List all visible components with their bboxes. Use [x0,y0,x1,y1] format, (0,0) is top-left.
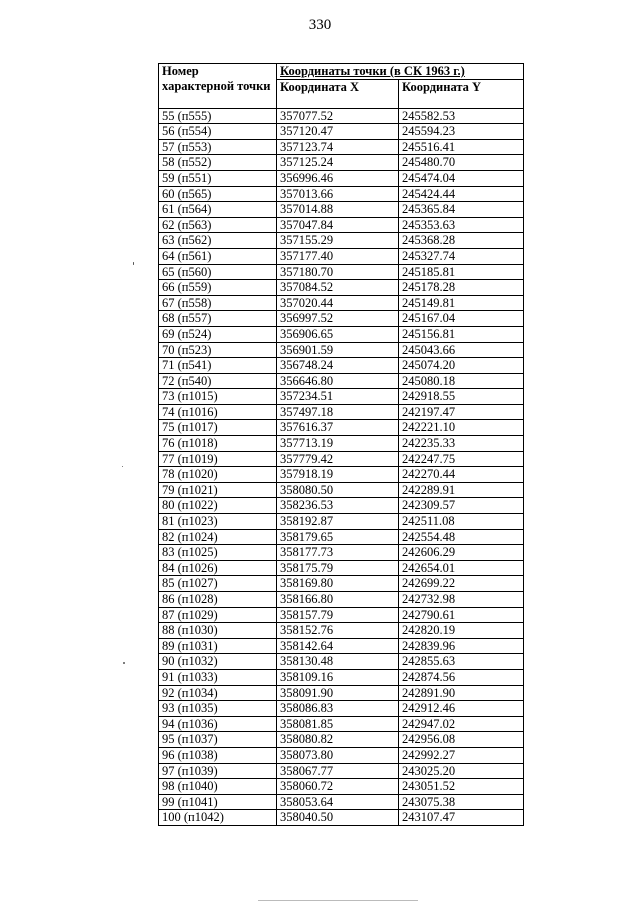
y-coordinate-cell: 242992.27 [399,747,524,763]
table-row [159,186,524,202]
point-number-cell: 58 (п552) [159,155,277,171]
scan-speck [133,262,134,265]
x-coordinate-cell: 358157.79 [277,607,399,623]
table-row [159,155,524,171]
x-coordinate-cell: 358067.77 [277,763,399,779]
point-number-cell: 57 (п553) [159,139,277,155]
x-coordinate-cell: 356646.80 [277,373,399,389]
y-coordinate-header: Координата Y [399,79,524,108]
table-row [159,436,524,452]
table-row [159,389,524,405]
x-coordinate-cell: 357013.66 [277,186,399,202]
y-coordinate-cell: 242221.10 [399,420,524,436]
y-coordinate-cell: 242947.02 [399,716,524,732]
table-row [159,467,524,483]
y-coordinate-cell: 242511.08 [399,514,524,530]
point-number-cell: 77 (п1019) [159,451,277,467]
x-coordinate-header: Координата X [277,79,399,108]
table-row [159,295,524,311]
coordinates-table [158,63,524,826]
x-coordinate-cell: 358175.79 [277,560,399,576]
y-coordinate-cell: 245365.84 [399,202,524,218]
table-header-row [159,64,524,80]
table-row [159,685,524,701]
x-coordinate-cell: 358080.82 [277,732,399,748]
point-number-cell: 74 (п1016) [159,404,277,420]
y-coordinate-cell: 242820.19 [399,623,524,639]
y-coordinate-cell: 242956.08 [399,732,524,748]
x-coordinate-cell: 358060.72 [277,779,399,795]
y-coordinate-cell: 242855.63 [399,654,524,670]
table-row [159,592,524,608]
y-coordinate-cell: 245149.81 [399,295,524,311]
table-row [159,420,524,436]
table-row [159,794,524,810]
table-row [159,576,524,592]
point-number-cell: 78 (п1020) [159,467,277,483]
point-number-cell: 79 (п1021) [159,482,277,498]
x-coordinate-cell: 357047.84 [277,217,399,233]
x-coordinate-cell: 358142.64 [277,638,399,654]
scan-edge-line [258,900,418,901]
y-coordinate-cell: 245582.53 [399,108,524,124]
x-coordinate-cell: 357084.52 [277,280,399,296]
point-number-cell: 95 (п1037) [159,732,277,748]
table-row [159,311,524,327]
x-coordinate-cell: 358086.83 [277,701,399,717]
y-coordinate-cell: 245353.63 [399,217,524,233]
x-coordinate-cell: 356997.52 [277,311,399,327]
table-row [159,623,524,639]
table-row [159,326,524,342]
point-number-cell: 76 (п1018) [159,436,277,452]
table-row [159,779,524,795]
x-coordinate-cell: 357020.44 [277,295,399,311]
x-coordinate-cell: 358169.80 [277,576,399,592]
table-row [159,139,524,155]
y-coordinate-cell: 245474.04 [399,170,524,186]
y-coordinate-cell: 245185.81 [399,264,524,280]
y-coordinate-cell: 245178.28 [399,280,524,296]
y-coordinate-cell: 242874.56 [399,669,524,685]
x-coordinate-cell: 357123.74 [277,139,399,155]
x-coordinate-cell: 357077.52 [277,108,399,124]
table-row [159,248,524,264]
y-coordinate-cell: 243075.38 [399,794,524,810]
table-row [159,654,524,670]
table-row [159,202,524,218]
point-number-cell: 81 (п1023) [159,514,277,530]
x-coordinate-cell: 357713.19 [277,436,399,452]
table-row [159,763,524,779]
table-row [159,170,524,186]
x-coordinate-cell: 358109.16 [277,669,399,685]
x-coordinate-cell: 358166.80 [277,592,399,608]
table-body [159,108,524,825]
x-coordinate-cell: 358080.50 [277,482,399,498]
point-number-cell: 91 (п1033) [159,669,277,685]
point-number-cell: 97 (п1039) [159,763,277,779]
table-row [159,638,524,654]
table-row [159,482,524,498]
y-coordinate-cell: 242197.47 [399,404,524,420]
point-number-cell: 100 (п1042) [159,810,277,826]
table-row [159,124,524,140]
table-row [159,701,524,717]
x-coordinate-cell: 358152.76 [277,623,399,639]
table-row [159,108,524,124]
y-coordinate-cell: 242289.91 [399,482,524,498]
point-number-cell: 85 (п1027) [159,576,277,592]
scan-speck [123,662,125,664]
y-coordinate-cell: 242732.98 [399,592,524,608]
y-coordinate-cell: 242654.01 [399,560,524,576]
y-coordinate-cell: 242235.33 [399,436,524,452]
x-coordinate-cell: 358130.48 [277,654,399,670]
point-number-cell: 94 (п1036) [159,716,277,732]
y-coordinate-cell: 242247.75 [399,451,524,467]
table-row [159,607,524,623]
point-number-cell: 66 (п559) [159,280,277,296]
y-coordinate-cell: 245167.04 [399,311,524,327]
y-coordinate-cell: 245156.81 [399,326,524,342]
table-row [159,264,524,280]
x-coordinate-cell: 357497.18 [277,404,399,420]
point-number-cell: 80 (п1022) [159,498,277,514]
y-coordinate-cell: 245043.66 [399,342,524,358]
table-row [159,747,524,763]
x-coordinate-cell: 357180.70 [277,264,399,280]
point-number-cell: 64 (п561) [159,248,277,264]
table-row [159,669,524,685]
table-row [159,560,524,576]
y-coordinate-cell: 242699.22 [399,576,524,592]
table-row [159,404,524,420]
point-number-cell: 98 (п1040) [159,779,277,795]
point-number-cell: 83 (п1025) [159,545,277,561]
x-coordinate-cell: 357120.47 [277,124,399,140]
point-number-cell: 69 (п524) [159,326,277,342]
y-coordinate-cell: 242606.29 [399,545,524,561]
table-row [159,451,524,467]
x-coordinate-cell: 357125.24 [277,155,399,171]
point-number-cell: 84 (п1026) [159,560,277,576]
point-number-cell: 93 (п1035) [159,701,277,717]
y-coordinate-cell: 245480.70 [399,155,524,171]
x-coordinate-cell: 358179.65 [277,529,399,545]
page-number: 330 [308,17,332,33]
point-number-cell: 62 (п563) [159,217,277,233]
y-coordinate-cell: 243107.47 [399,810,524,826]
point-number-cell: 89 (п1031) [159,638,277,654]
x-coordinate-cell: 358073.80 [277,747,399,763]
point-number-cell: 99 (п1041) [159,794,277,810]
x-coordinate-cell: 358040.50 [277,810,399,826]
x-coordinate-cell: 356901.59 [277,342,399,358]
point-number-cell: 59 (п551) [159,170,277,186]
x-coordinate-cell: 358081.85 [277,716,399,732]
y-coordinate-cell: 242918.55 [399,389,524,405]
y-coordinate-cell: 243025.20 [399,763,524,779]
x-coordinate-cell: 357155.29 [277,233,399,249]
y-coordinate-cell: 245074.20 [399,358,524,374]
point-number-cell: 61 (п564) [159,202,277,218]
x-coordinate-cell: 358053.64 [277,794,399,810]
point-number-cell: 65 (п560) [159,264,277,280]
x-coordinate-cell: 356996.46 [277,170,399,186]
point-number-cell: 88 (п1030) [159,623,277,639]
table-row [159,732,524,748]
x-coordinate-cell: 357177.40 [277,248,399,264]
point-number-cell: 86 (п1028) [159,592,277,608]
y-coordinate-cell: 245516.41 [399,139,524,155]
x-coordinate-cell: 356906.65 [277,326,399,342]
point-number-cell: 56 (п554) [159,124,277,140]
table-row [159,342,524,358]
point-number-header: Номер характерной точки [159,64,277,109]
x-coordinate-cell: 357234.51 [277,389,399,405]
y-coordinate-cell: 242309.57 [399,498,524,514]
point-number-cell: 96 (п1038) [159,747,277,763]
table-row [159,716,524,732]
x-coordinate-cell: 357014.88 [277,202,399,218]
y-coordinate-cell: 245368.28 [399,233,524,249]
table-row [159,514,524,530]
scan-speck [122,466,123,467]
x-coordinate-cell: 358091.90 [277,685,399,701]
x-coordinate-cell: 358177.73 [277,545,399,561]
x-coordinate-cell: 357616.37 [277,420,399,436]
y-coordinate-cell: 245080.18 [399,373,524,389]
x-coordinate-cell: 358236.53 [277,498,399,514]
table-row [159,373,524,389]
table-row [159,217,524,233]
point-number-cell: 60 (п565) [159,186,277,202]
y-coordinate-cell: 245594.23 [399,124,524,140]
point-number-cell: 72 (п540) [159,373,277,389]
table-row [159,233,524,249]
table-row [159,498,524,514]
coordinates-header: Координаты точки (в СК 1963 г.) [277,64,524,80]
table-row [159,280,524,296]
point-number-cell: 82 (п1024) [159,529,277,545]
table-row [159,529,524,545]
y-coordinate-cell: 243051.52 [399,779,524,795]
table-row [159,810,524,826]
point-number-cell: 55 (п555) [159,108,277,124]
y-coordinate-cell: 242839.96 [399,638,524,654]
y-coordinate-cell: 242554.48 [399,529,524,545]
point-number-cell: 90 (п1032) [159,654,277,670]
point-number-cell: 92 (п1034) [159,685,277,701]
point-number-cell: 70 (п523) [159,342,277,358]
y-coordinate-cell: 242912.46 [399,701,524,717]
x-coordinate-cell: 357779.42 [277,451,399,467]
y-coordinate-cell: 245424.44 [399,186,524,202]
point-number-cell: 75 (п1017) [159,420,277,436]
y-coordinate-cell: 242790.61 [399,607,524,623]
point-number-cell: 87 (п1029) [159,607,277,623]
x-coordinate-cell: 358192.87 [277,514,399,530]
table-row [159,358,524,374]
point-number-cell: 67 (п558) [159,295,277,311]
point-number-cell: 73 (п1015) [159,389,277,405]
x-coordinate-cell: 356748.24 [277,358,399,374]
y-coordinate-cell: 242270.44 [399,467,524,483]
point-number-cell: 63 (п562) [159,233,277,249]
y-coordinate-cell: 242891.90 [399,685,524,701]
point-number-cell: 68 (п557) [159,311,277,327]
x-coordinate-cell: 357918.19 [277,467,399,483]
table-row [159,545,524,561]
y-coordinate-cell: 245327.74 [399,248,524,264]
point-number-cell: 71 (п541) [159,358,277,374]
